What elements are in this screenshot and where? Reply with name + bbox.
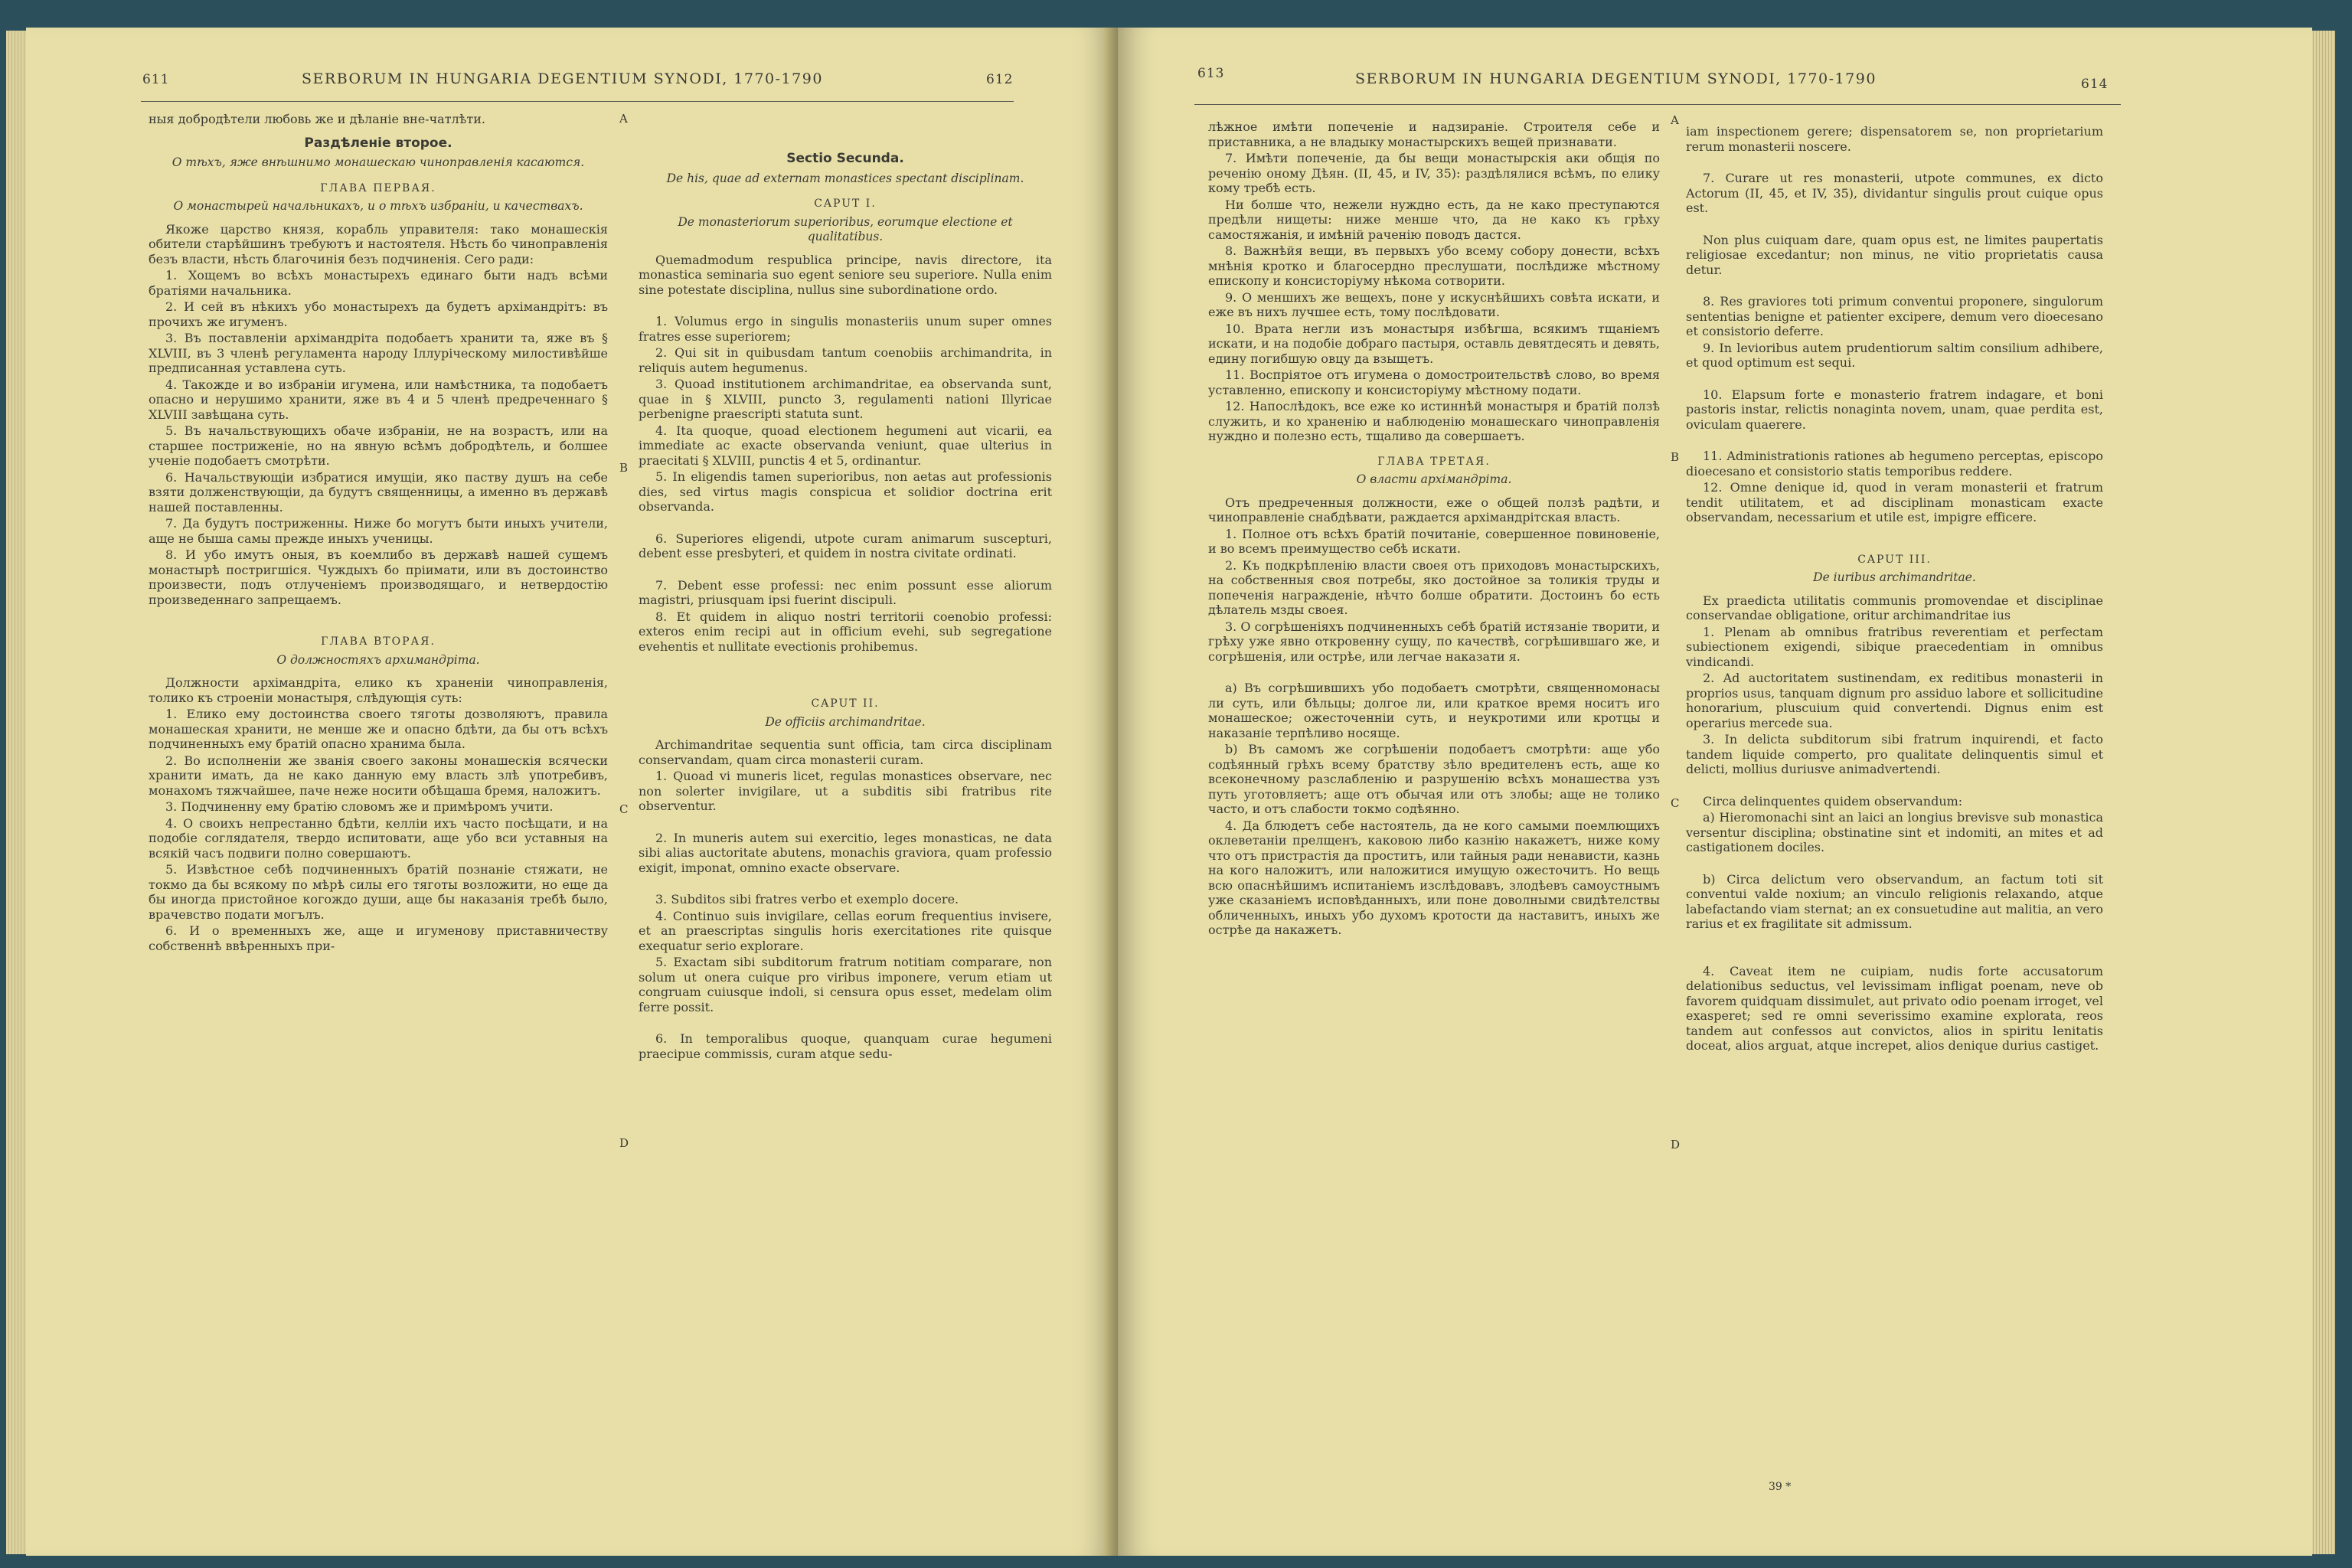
paragraph: 2. Ad auctoritatem sustinendam, ex reditibus monasterii in proprios usus, tanquam dignum pro assiduo labore et sollicitudine honorarium, pluscuium quid convertendi. Dignus enim est operarius mercede sua. [1686, 671, 2103, 730]
paragraph: 7. Имѣти попеченіе, да бы вещи монастырскія аки общія по реченію оному Дѣян. (II, 45, и IV, 35): раздѣлялися всѣмъ, по елику кому требѣ есть. [1208, 151, 1660, 195]
spacer [1686, 779, 2103, 794]
spacer [639, 655, 1052, 671]
paragraph: Должности архімандріта, елико къ храненіи чиноправленія, толико къ строеніи монастыря, слѣдующія суть: [149, 675, 608, 705]
spacer [639, 671, 1052, 686]
running-title-right: SERBORUM IN HUNGARIA DEGENTIUM SYNODI, 1770-1790 [1355, 70, 1877, 87]
paragraph: 7. Debent esse professi: nec enim possunt esse aliorum magistri, priusquam ipsi fuerint discipuli. [639, 577, 1052, 607]
paragraph: 1. Полное отъ всѣхъ братій почитаніе, совершенное повиновеніе, и во всемъ преимущество себѣ искати. [1208, 526, 1660, 556]
margin-letter-c: C [619, 802, 629, 816]
paragraph: 10. Elapsum forte e monasterio fratrem indagare, et boni pastoris instar, relictis nonaginta novem, unam, quae perdita est, oviculam quaerere. [1686, 387, 2103, 432]
left-running-head [26, 67, 1113, 98]
paragraph: Ex praedicta utilitatis communis promovendae et disciplinae conservandae obligatione, oritur archimandritae ius [1686, 593, 2103, 622]
section-subtitle: De his, quae ad externam monastices spectant disciplinam. [666, 171, 1024, 185]
paragraph: 2. Qui sit in quibusdam tantum coenobiis archimandrita, in reliquis autem hegumenus. [639, 345, 1052, 375]
chapter-heading: CAPUT I. [814, 198, 877, 210]
section-subtitle: De officiis archimandritae. [765, 714, 926, 729]
paragraph: 11. Administrationis rationes ab hegumeno perceptas, episcopo dioecesano et consistorio statis temporibus reddere. [1686, 449, 2103, 479]
section-heading: Sectio Secunda. [786, 151, 904, 166]
paragraph: 8. Et quidem in aliquo nostri territorii coenobio professi: exteros enim recipi aut in officium evehi, sub segregatione evehentis et nullitate evectionis prohibemus. [639, 609, 1052, 654]
margin-letter-b: B [619, 461, 629, 475]
paragraph: 9. О меншихъ же вещехъ, поне у искуснѣйшихъ совѣта искати, и еже въ нихъ лучшее есть, тому послѣдовати. [1208, 289, 1660, 319]
paragraph: 1. Елико ему достоинства своего тяготы дозволяютъ, правила монашеская хранити, не менше же и опасно бдѣти, да бы отъ всѣхъ подчиненныхъ ему братій опасно хранима была. [149, 707, 608, 751]
spacer [149, 609, 608, 624]
paragraph: ныя добродѣтели любовь же и дѣланіе вне-чатлѣти. [149, 112, 485, 126]
paragraph: Отъ предреченныя должности, еже о общей ползѣ радѣти, и чиноправленіе снабдѣвати, раждается архімандрітская власть. [1208, 495, 1660, 524]
paragraph: a) Hieromonachi sint an laici an longius brevisve sub monastica versentur disciplina; obstinatine sint et indomiti, an mites et ad castigationem dociles. [1686, 810, 2103, 854]
paragraph: 5. In eligendis tamen superioribus, non aetas aut professionis dies, sed virtus magis conspicua et solidior doctrina erit observanda. [639, 469, 1052, 514]
paragraph: 8. Res graviores toti primum conventui proponere, singulorum sententias benigne et patienter excipere, demum vero dioecesano et consistorio deferre. [1686, 294, 2103, 338]
paragraph: 5. Извѣстное себѣ подчиненныхъ братій познаніе стяжати, не токмо да бы всякому по мѣрѣ силы его тяготы возложити, но еще да бы иногда пристойное когождо души, аще бы наказанія требѣ было, врачевство подати могълъ. [149, 862, 608, 922]
spacer [1686, 279, 2103, 294]
margin-letter-d: D [619, 1136, 629, 1150]
paragraph: Ни болше что, нежели нуждно есть, да не како преступаются предѣли нищеты: ниже менше что, да не како къ грѣху самостяжанія, и имѣній раченію поводъ дастся. [1208, 197, 1660, 242]
signature-mark: 39 * [1769, 1481, 1792, 1493]
section-subtitle: О монастырей начальникахъ, и о тѣхъ избраніи, и качествахъ. [173, 199, 583, 213]
paragraph: 4. Ita quoque, quoad electionem hegumeni aut vicarii, ea immediate ac exacte observanda veniunt, quae ulterius in praecitati § XLVIII, punctis 4 et 5, ordinantur. [639, 423, 1052, 468]
paragraph: 12. Напослѣдокъ, все еже ко истиннѣй монастыря и братій ползѣ служить, и ко храненію и наблюденію монашескаго чиноправленія нуждно и полезно есть, тщаливо да совершаетъ. [1208, 399, 1660, 443]
margin-letter-a-right: A [1671, 113, 1679, 127]
latin-column-left [639, 112, 1052, 1063]
paragraph: a) Въ согрѣшившихъ убо подобаетъ смотрѣти, священномонасы ли суть, или бѣльцы; долгое ли, или краткое время носитъ иго монашеское; ожесточенніи суть, и неукротими или кротцы и наказаніе терпѣливо носяще. [1208, 681, 1660, 740]
paragraph: 6. И о временныхъ же, аще и игуменову приставничеству собственнѣ ввѣренныхъ при- [149, 923, 608, 953]
paragraph: 5. Въ начальствующихъ обаче избраніи, не на возрастъ, или на старшее постриженіе, но на явную всѣмъ добродѣтель, и болшее ученіе подобаетъ смотрѣти. [149, 423, 608, 468]
margin-letter-b-right: B [1671, 450, 1680, 464]
paragraph: 6. Начальствующіи избратися имущіи, яко паству душъ на себе взяти долженствующіи, да будутъ священницы, а именно въ державѣ нашей поставленны. [149, 469, 608, 514]
paragraph: 12. Omne denique id, quod in veram monasterii et fratrum tendit utilitatem, et ad disciplinam monasticam exacte observandam, necessarium et utile est, impigre efficere. [1686, 480, 2103, 524]
latin-column-right [1686, 124, 2103, 1055]
paragraph: iam inspectionem gerere; dispensatorem se, non proprietarium rerum monasterii noscere. [1686, 124, 2103, 154]
spacer [1208, 665, 1660, 681]
paragraph: 3. Подчиненну ему братію словомъ же и примѣромъ учити. [165, 799, 554, 814]
spacer [1686, 527, 2103, 542]
paragraph: 6. In temporalibus quoque, quanquam curae hegumeni praecipue commissis, curam atque sedu- [639, 1031, 1052, 1061]
margin-letter-d-right: D [1671, 1138, 1681, 1152]
paragraph: 5. Exactam sibi subditorum fratrum notitiam comparare, non solum ut onera cuique pro viribus imponere, verum etiam ut congruam cuiusque indoli, si censura opus esset, medelam olim ferre possit. [639, 955, 1052, 1014]
cyrillic-column-right [1208, 119, 1660, 939]
paragraph: 2. Во исполненіи же званія своего законы монашескія всячески хранити имать, да не како данную ему власть злѣ употребивъ, монахомъ тяжчайшее, паче неже носити обѣщаша бремя, наложитъ. [149, 753, 608, 798]
spacer [1686, 857, 2103, 872]
chapter-heading: CAPUT II. [811, 697, 880, 710]
paragraph: Якоже царство князя, корабль управителя: тако монашескія обители старѣйшинъ требуютъ и настоятеля. Нѣсть бо чиноправленія безъ власти, нѣсть благочинія безъ подчиненія. Сего ради: [149, 221, 608, 266]
header-rule-left [141, 101, 1014, 102]
paragraph: 1. Хощемъ во всѣхъ монастырехъ единаго быти надъ всѣми братіями начальника. [149, 268, 608, 298]
paragraph: 2. In muneris autem sui exercitio, leges monasticas, ne data sibi alias auctoritate abutens, monachis graviora, quam professio exigit, imponat, omnino exacte observare. [639, 830, 1052, 875]
spacer [639, 516, 1052, 531]
right-running-head [1118, 67, 2312, 98]
paragraph: 6. Superiores eligendi, utpote curam animarum suscepturi, debent esse presbyteri, et quidem in nostra civitate ordinati. [639, 531, 1052, 560]
paragraph: Circa delinquentes quidem observandum: [1703, 793, 1963, 808]
paragraph: 2. И сей въ нѣкихъ убо монастырехъ да будетъ архімандрітъ: въ прочихъ же игуменъ. [149, 299, 608, 329]
spacer [639, 1016, 1052, 1031]
paragraph: 3. О согрѣшеніяхъ подчиненныхъ себѣ братій истязаніе творити, и грѣху уже явно откровенну сущу, по качествѣ, согрѣшившаго же, и согрѣшенія, или острѣе, или легчае наказати я. [1208, 619, 1660, 664]
chapter-heading: CAPUT III. [1857, 553, 1932, 566]
paragraph: 7. Да будутъ постриженны. Ниже бо могутъ быти иныхъ учители, аще не быша самы прежде иныхъ ученицы. [149, 516, 608, 546]
section-subtitle: De monasteriorum superioribus, eorumque electione et qualitatibus. [678, 214, 1013, 243]
spacer [1686, 433, 2103, 449]
section-subtitle: О тѣхъ, яже внѣшнимо монашескаю чиноправленія касаются. [172, 155, 585, 169]
paragraph: 10. Врата негли изъ монастыря избѣгша, всякимъ тщаніемъ искати, и на подобіе добраго пастыря, оставль девятдесять и девять, едину погибшую овцу да взыщетъ. [1208, 321, 1660, 366]
right-page [1118, 28, 2312, 1556]
paragraph: 4. О своихъ непрестанно бдѣти, келліи ихъ часто посѣщати, и на подобіе соглядателя, твердо испитовати, аще убо вси уставныя на всякій часъ подвиги полно совершаютъ. [149, 815, 608, 861]
paragraph: 11. Воспріятое отъ игумена о домостроительствѣ слово, во время уставленно, епископу и консисторіуму мѣстному подати. [1208, 368, 1660, 397]
spacer [1686, 933, 2103, 949]
paragraph: Archimandritae sequentia sunt officia, tam circa disciplinam conservandam, quam circa monasterii curam. [639, 737, 1052, 767]
spacer [1686, 372, 2103, 387]
page-number-613: 613 [1197, 66, 1225, 81]
spacer [1686, 949, 2103, 964]
section-subtitle: О власти архімандріта. [1356, 472, 1512, 486]
paragraph: 4. Continuo suis invigilare, cellas eorum frequentius invisere, et an praescriptas singulis horis exercitationes rite quisque exequatur serio explorare. [639, 908, 1052, 953]
spacer [639, 563, 1052, 578]
paragraph: 3. Subditos sibi fratres verbo et exemplo docere. [655, 892, 959, 906]
paragraph: 8. Важнѣйя вещи, въ первыхъ убо всему собору донести, всѣхъ мнѣнія кротко и благосердно преслушати, послѣдиже мѣстному епископу и консисторіуму нѣкома сотворити. [1208, 243, 1660, 288]
paragraph: 9. In levioribus autem prudentiorum saltim consilium adhibere, et quod optimum est sequi. [1686, 340, 2103, 370]
spacer [1686, 155, 2103, 171]
page-edges-left [6, 31, 28, 1554]
page-edges-right [2311, 31, 2335, 1554]
spacer [639, 299, 1052, 314]
paragraph: Quemadmodum respublica principe, navis directore, ita monastica seminaria suo egent seniore seu superiore. Nulla enim sine potestate disciplina, nullus sine subordinatione ordo. [639, 252, 1052, 297]
paragraph: 8. И убо имутъ оныя, въ коемлибо въ державѣ нашей сущемъ монастырѣ постригшіся. Чуждыхъ бо пріимати, или въ достоинство произвести, подъ отлученіемъ производящаго, и нетвердостію произведеннаго запрещаемъ. [149, 547, 608, 607]
paragraph: 7. Curare ut res monasterii, utpote communes, ex dicto Actorum (II, 45, et IV, 35), dividantur singulis prout cuique opus est. [1686, 171, 2103, 215]
paragraph: 1. Quoad vi muneris licet, regulas monastices observare, nec non solerter invigilare, ut a subditis sibi fratribus rite observentur. [639, 769, 1052, 813]
page-number-614: 614 [2081, 77, 2109, 92]
section-subtitle: De iuribus archimandritae. [1813, 570, 1976, 584]
paragraph: b) Въ самомъ же согрѣшеніи подобаетъ смотрѣти: аще убо содѣянный грѣхъ всему братству зѣло вредителенъ есть, аще ко всеконечному разслабленію и разрушенію всѣхъ монашества узъ путь уготовляетъ; аще отъ обычая или отъ злобы; аще не толико часто, и отъ слабости токмо содѣянно. [1208, 742, 1660, 816]
paragraph: 1. Plenam ab omnibus fratribus reverentiam et perfectam subiectionem exigendi, sibique praecedentiam in omnibus vindicandi. [1686, 624, 2103, 669]
page-number-611: 611 [142, 72, 170, 87]
left-page [26, 28, 1113, 1556]
header-rule-right [1194, 104, 2121, 105]
margin-letter-c-right: C [1671, 796, 1680, 810]
paragraph: 3. Quoad institutionem archimandritae, ea observanda sunt, quae in § XLVIII, puncto 3, regulamenti nationi Illyricae perbenigne praescripti statuta sunt. [639, 377, 1052, 421]
paragraph: Non plus cuiquam dare, quam opus est, ne limites paupertatis religiosae excedantur; non minus, ne vitio proprietatis causa detur. [1686, 232, 2103, 277]
paragraph: 3. Въ поставленіи архімандріта подобаетъ хранити та, яже въ § XLVIII, въ 3 членѣ регуламента народу Іллуріческому милостивѣйше предписанная уставлена суть. [149, 331, 608, 375]
paragraph: 4. Такожде и во избраніи игумена, или намѣстника, та подобаетъ опасно и нерушимо хранити, яже въ 4 и 5 членѣ предреченнаго § XLVIII завѣщана суть. [149, 377, 608, 422]
page-number-612: 612 [986, 72, 1014, 87]
paragraph: 4. Caveat item ne cuipiam, nudis forte accusatorum delationibus seductus, vel levissimam infligat poenam, neve ob favorem quidquam dissimulet, aut privato odio poenam irroget, vel exasperet; sed re omni severissimo examine explorata, reos tandem aut confessos aut convictos, alios in spiritu lenitatis doceat, alios arguat, atque increpet, alios denique durius castiget. [1686, 963, 2103, 1053]
running-title-left: SERBORUM IN HUNGARIA DEGENTIUM SYNODI, 1770-1790 [302, 70, 823, 87]
spacer [639, 112, 1052, 142]
spacer [639, 815, 1052, 831]
margin-letter-a: A [619, 112, 628, 126]
chapter-heading: ГЛАВА ПЕРВАЯ. [320, 181, 436, 194]
spacer [639, 877, 1052, 892]
paragraph: лѣжное имѣти попеченіе и надзираніе. Строителя себе и приставника, а не владыку монастырскихъ вещей признавати. [1208, 119, 1660, 149]
paragraph: 4. Да блюдетъ себе настоятель, да не кого самыми поемлющихъ оклеветаніи прелщенъ, каковою либо казнію накажетъ, ниже кому что отъ пристрастія да проститъ, или тайныя ради ненависти, казнь на кого наложитъ, или наложитися имущую ожесточитъ. Но вещь всю опаснѣйшимъ испитаніемъ изслѣдовавъ, злодѣевъ самоустнымъ уже сказаніемъ исповѣданныхъ, или поне доволными свидѣтелствы обличенныхъ, иныхъ убо духомъ кротости да наставитъ, иныхъ же острѣе да накажетъ. [1208, 818, 1660, 937]
paragraph: 2. Къ подкрѣпленію власти своея отъ приходовъ монастырскихъ, на собственныя своя потребы, яко достойное за толикія труды и попеченія награжденіе, нѣчто болше обратити. Достоинъ бо есть дѣлатель мзды своея. [1208, 557, 1660, 617]
section-heading: Раздѣленіе второе. [304, 135, 452, 151]
paragraph: b) Circa delictum vero observandum, an factum toti sit conventui valde noxium; an vinculo religionis relaxando, atque labefactando viam sternat; an ex consuetudine aut malitia, an vero rarius et ex fragilitate sit admissum. [1686, 871, 2103, 931]
chapter-heading: ГЛАВА ТРЕТАЯ. [1377, 455, 1491, 468]
paragraph: 1. Volumus ergo in singulis monasteriis unum super omnes fratres esse superiorem; [639, 314, 1052, 344]
paragraph: 3. In delicta subditorum sibi fratrum inquirendi, et facto tandem liquide comperto, pro qualitate delinquentis simul et delicti, mollius duriusve animadvertendi. [1686, 732, 2103, 776]
cyrillic-column-left [149, 112, 608, 955]
chapter-heading: ГЛАВА ВТОРАЯ. [321, 635, 436, 648]
spacer [1686, 217, 2103, 233]
section-subtitle: О должностяхъ архимандріта. [276, 652, 480, 667]
